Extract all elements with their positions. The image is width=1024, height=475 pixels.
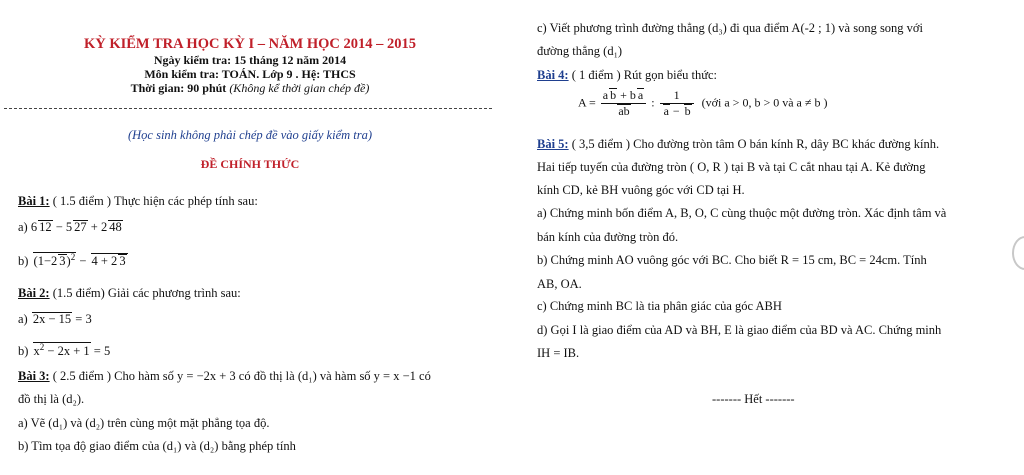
bai2-heading [18, 286, 241, 301]
bai3-c2: đường thẳng (d₁) [537, 44, 623, 58]
bai4-expression: A = $\frac{\text{a b + b a}}{ab}$ : $\frac{1}{a - b}$ (với a > 0, b > 0 và a ≠ b ) [578, 88, 828, 118]
bai1-text: ( 1.5 điểm ) Thực hiện các phép tính sau: [49, 194, 258, 208]
official-label: ĐỀ CHÍNH THỨC [200, 157, 300, 171]
exam-title: KỲ KIỂM TRA HỌC KỲ I – NĂM HỌC 2014 – 2015 [83, 36, 417, 52]
bai5-l3: kính CD, kẻ BH vuông góc với CD tại H. [537, 183, 745, 197]
bai3-a: a) Vẽ (d₁) và (d₂) trên cùng một mặt phẳng tọa độ. [18, 416, 270, 430]
student-note: (Học sinh không phải chép đề vào giấy kiểm tra) [127, 128, 373, 142]
bai1-a: a) 6 12 − 5 27 + 2 48 [18, 220, 122, 234]
exam-time-label: Thời gian: 90 phút [130, 81, 227, 95]
bai4-text: ( 1 điểm ) Rút gọn biểu thức: [568, 68, 718, 82]
exam-subject: Môn kiểm tra: TOÁN. Lớp 9 . Hệ: THCS [144, 67, 356, 81]
exam-date: Ngày kiểm tra: 15 tháng 12 năm 2014 [153, 53, 347, 67]
header-divider [4, 108, 492, 109]
bai1-heading [18, 194, 258, 209]
bai2-text: (1.5 điểm) Giải các phương trình sau: [49, 286, 241, 300]
bai5-d2: IH = IB. [537, 346, 580, 360]
bai1-b-prefix: b) [18, 254, 32, 269]
bai4-label: Bài 4: [537, 68, 569, 82]
bai2-a: a) 2x − 15 = 3 [18, 312, 92, 326]
exam-time [30, 81, 470, 96]
page-scroll-handle[interactable] [1012, 236, 1024, 270]
bai5-l1: ( 3,5 điểm ) Cho đường tròn tâm O bán kính R, dây BC khác đường kính. [568, 137, 940, 151]
bai2-a-prefix: a) [18, 312, 31, 326]
bai5-d1: d) Gọi I là giao điểm của AD và BH, E là giao điểm của BD và AC. Chứng minh [537, 323, 942, 337]
bai5-heading [537, 137, 939, 152]
bai3-b: b) Tìm tọa độ giao điểm của (d₁) và (d₂) bằng phép tính [18, 439, 296, 453]
exam-time-note: (Không kể thời gian chép đề) [229, 81, 370, 95]
bai4-heading [537, 68, 717, 83]
bai3-text1: ( 2.5 điểm ) Cho hàm số y = −2x + 3 có đồ thị là (d₁) và hàm số y = x −1 có [49, 369, 431, 383]
bai5-b1: b) Chứng minh AO vuông góc với BC. Cho biết R = 15 cm, BC = 24cm. Tính [537, 253, 927, 267]
bai2-b: b) $x^2 - 2x + 1 = 5$ [18, 342, 111, 359]
bai5-a1: a) Chứng minh bốn điểm A, B, O, C cùng thuộc một đường tròn. Xác định tâm và [537, 206, 947, 220]
bai2-b-prefix: b) [18, 344, 32, 359]
bai5-b2: AB, OA. [537, 277, 582, 291]
bai5-l2: Hai tiếp tuyến của đường tròn ( O, R ) tại B và tại C cắt nhau tại A. Kẻ đường [537, 160, 926, 174]
bai3-label: Bài 3: [18, 369, 50, 383]
bai2-label: Bài 2: [18, 286, 50, 300]
bai1-b: b) (1−2 3)$^2$ − 4 + 2 3 [18, 252, 126, 269]
end-marker: ------- Hết ------- [712, 392, 795, 406]
bai3-c1: c) Viết phương trình đường thẳng (d₃) đi qua điểm A(-2 ; 1) và song song với [537, 21, 924, 35]
bai5-label: Bài 5: [537, 137, 569, 151]
bai5-c: c) Chứng minh BC là tia phân giác của góc ABH [537, 299, 782, 313]
bai3-heading [18, 369, 431, 384]
bai1-label: Bài 1: [18, 194, 50, 208]
bai4-condition: (với a > 0, b > 0 và a ≠ b ) [701, 95, 828, 110]
bai5-a2: bán kính của đường tròn đó. [537, 230, 679, 244]
bai3-text2: đồ thị là (d₂). [18, 392, 85, 406]
bai1-a-prefix: a) [18, 220, 31, 234]
